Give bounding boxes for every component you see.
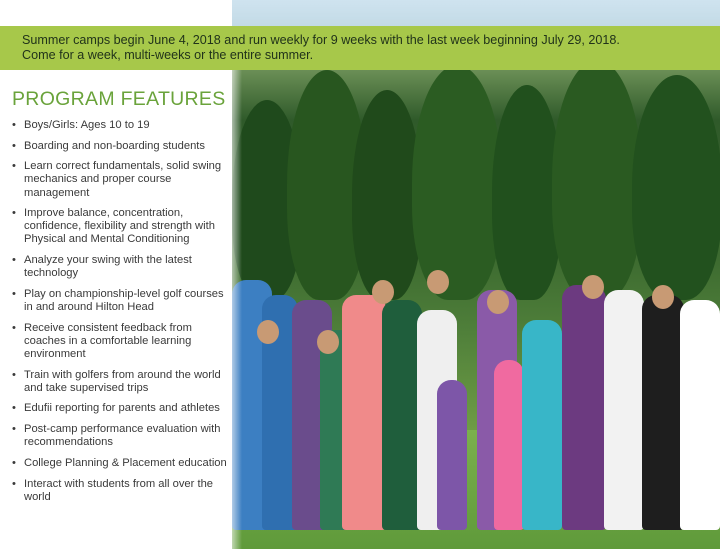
feature-item: • Improve balance, concentration, confidence, flexibility and strength with Physical and Mental Conditioning	[12, 207, 230, 246]
feature-item: • Analyze your swing with the latest technology	[12, 254, 230, 280]
feature-item: • College Planning & Placement education	[12, 457, 230, 470]
feature-item: • Post-camp performance evaluation with recommendations	[12, 423, 230, 449]
banner-line-1: Summer camps begin June 4, 2018 and run weekly for 9 weeks with the last week beginning July 29, 2018.	[22, 33, 620, 47]
top-margin	[0, 0, 232, 26]
feature-item: • Play on championship-level golf courses in and around Hilton Head	[12, 288, 230, 314]
feature-item: • Train with golfers from around the world and take supervised trips	[12, 369, 230, 395]
panel-fade	[232, 70, 242, 549]
feature-item: • Boys/Girls: Ages 10 to 19	[12, 119, 230, 132]
feature-item: • Boarding and non-boarding students	[12, 140, 230, 153]
feature-item: • Learn correct fundamentals, solid swing mechanics and proper course management	[12, 160, 230, 199]
crowd	[232, 250, 720, 530]
features-list	[12, 119, 230, 511]
program-features-heading: PROGRAM FEATURES	[12, 88, 226, 110]
dates-banner-text	[22, 33, 712, 63]
feature-item: • Interact with students from all over the world	[12, 478, 230, 504]
banner-line-2: Come for a week, multi-weeks or the entire summer.	[22, 48, 314, 62]
feature-item: • Receive consistent feedback from coaches in a comfortable learning environment	[12, 322, 230, 361]
feature-item: • Edufii reporting for parents and athletes	[12, 402, 230, 415]
group-photo	[232, 0, 720, 549]
